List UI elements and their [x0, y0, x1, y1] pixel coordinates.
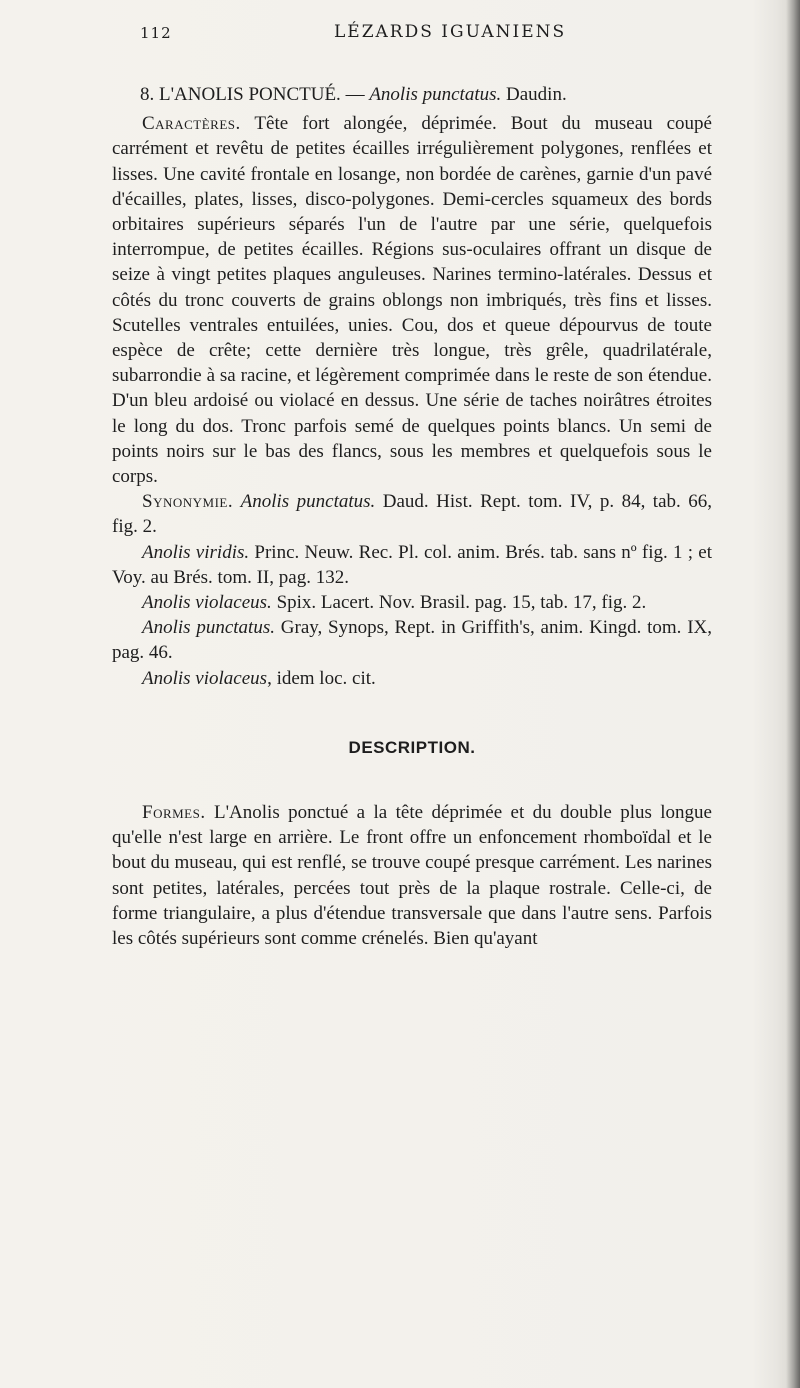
synonymie-entry	[112, 666, 712, 691]
species-latin-name: Anolis punctatus.	[369, 84, 502, 105]
species-author: Daudin.	[506, 84, 567, 105]
synonym-reference: Princ. Neuw. Rec. Pl. col. anim. Brés. tab. sans nº fig. 1 ; et Voy. au Brés. tom. II, pag. 132.	[112, 541, 713, 588]
page-body	[112, 82, 712, 951]
formes-label: Formes.	[142, 802, 206, 824]
synonymie-entry	[112, 540, 712, 590]
synonym-reference: Gray, Synops, Rept. in Griffith's, anim. Kingd. tom. IX, pag. 46.	[112, 617, 712, 664]
running-title: LÉZARDS IGUANIENS	[334, 22, 567, 42]
synonymie-entry	[112, 615, 712, 665]
synonym-name: Anolis punctatus.	[240, 491, 376, 513]
synonym-name: Anolis violaceus	[142, 667, 268, 689]
page-edge-shadow	[786, 0, 800, 1388]
synonym-reference: Daud. Hist. Rept. tom. IV, p. 84, tab. 66, fig. 2.	[112, 491, 713, 538]
heading-dash: —	[345, 84, 365, 105]
synonym-reference: Spix. Lacert. Nov. Brasil. pag. 15, tab. 17, fig. 2.	[276, 592, 647, 614]
caracteres-text: Tête fort alongée, déprimée. Bout du museau coupé carrément et revêtu de petites écailles irrégulièrement polygones, renflées et lisses. Une cavité frontale en losange, non bordée de carènes, garnie d'un pavé d'écailles, plates, lisses, disco-polygones. Demi-cercles squameux des bords orbitaires supérieurs séparés l'un de l'autre par une série, quelquefois interrompue, de petites écailles. Régions sus-oculaires offrant un disque de seize à vingt petites plaques anguleuses. Narines termino-latérales. Dessus et côtés du tronc couverts de grains oblongs non imbriqués, très fins et lisses. Scutelles ventrales entuilées, unies. Cou, dos et queue dépourvus de toute espèce de crête; cette dernière très longue, très grêle, quadrilatérale, subarrondie à sa racine, et légèrement comprimée dans le reste de son étendue. D'un bleu ardoisé ou violacé en dessus. Une série de taches noirâtres étroites le long du dos. Tronc parfois semé de quelques points blancs. Un semi de points noirs sur le bas des flancs, sous les membres et quelquefois sous le corps.	[112, 113, 712, 488]
description-heading: DESCRIPTION.	[348, 737, 476, 757]
synonym-reference: , idem loc. cit.	[267, 667, 376, 689]
page-number: 112	[140, 24, 172, 42]
caracteres-label: Caractères.	[142, 113, 241, 135]
species-heading	[112, 82, 712, 107]
species-number: 8.	[140, 84, 155, 105]
formes-text: L'Anolis ponctué a la tête déprimée et du double plus longue qu'elle n'est large en arrière. Le front offre un enfoncement rhomboïdal et le bout du museau, qui est renflé, se trouve coupé presque carrément. Les narines sont petites, latérales, percées tout près de la plaque rostrale. Celle-ci, de forme triangulaire, a plus d'étendue transversale que dans l'autre sens. Parfois les côtés supérieurs sont comme crénelés. Bien qu'ayant	[112, 802, 712, 950]
formes-paragraph	[112, 800, 712, 951]
synonymie-entry	[112, 590, 712, 615]
running-head	[112, 22, 712, 46]
synonymie-label: Synonymie.	[142, 491, 234, 513]
synonym-name: Anolis violaceus.	[142, 592, 272, 614]
species-name: L'ANOLIS PONCTUÉ.	[159, 84, 341, 105]
synonymie-entry	[112, 489, 712, 539]
synonym-name: Anolis viridis.	[142, 541, 250, 563]
synonym-name: Anolis punctatus.	[142, 617, 275, 639]
caracteres-paragraph	[112, 111, 712, 489]
